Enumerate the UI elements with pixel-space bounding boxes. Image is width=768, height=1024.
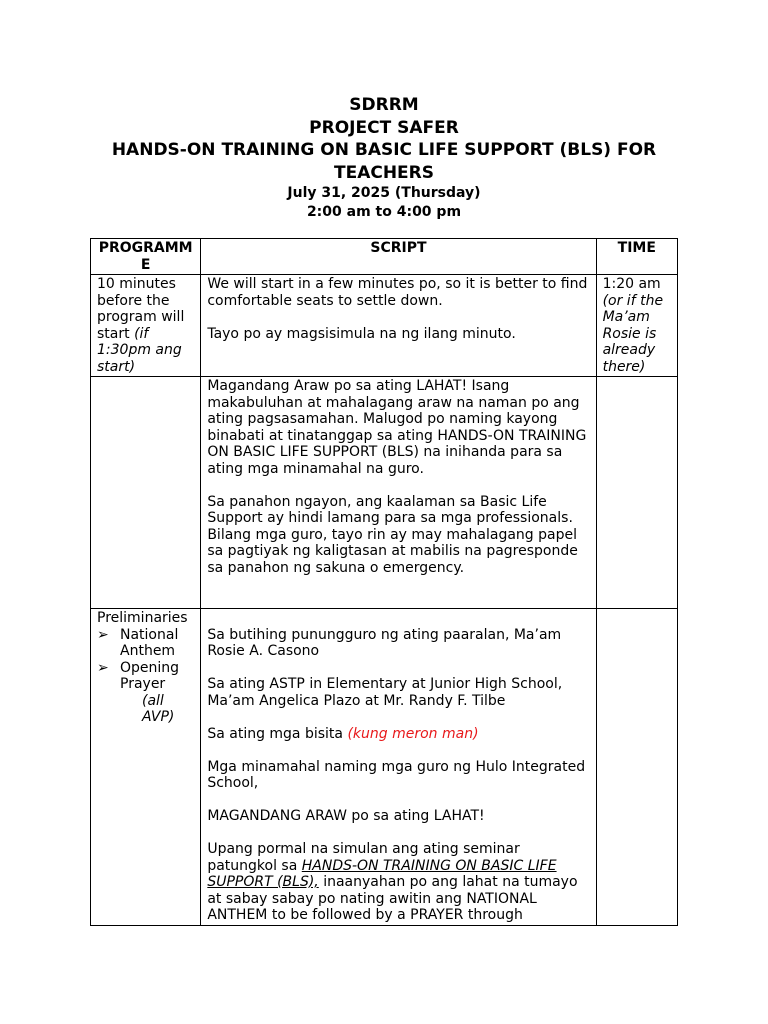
row1-time-text: 1:20 am	[602, 276, 661, 292]
row3-script-p3	[207, 726, 589, 743]
arrow-bullet-icon: ➢	[97, 626, 109, 643]
arrow-bullet-icon: ➢	[97, 659, 109, 676]
document-header	[0, 94, 768, 222]
row1-programme	[91, 275, 201, 377]
row2-programme	[91, 377, 201, 609]
row2-time	[596, 377, 677, 609]
table-row	[91, 275, 678, 377]
row3-script	[201, 609, 596, 926]
row1-script-p1: We will start in a few minutes po, so it is better to find comfortable seats to settle down.	[207, 276, 588, 309]
event-date: July 31, 2025 (Thursday)	[287, 185, 481, 201]
row3-script-p6	[207, 841, 589, 924]
row3-time	[596, 609, 677, 926]
row1-time-note: (or if the Ma’am Rosie is already there)	[602, 292, 664, 375]
row3-script-p5: MAGANDANG ARAW po sa ating LAHAT!	[207, 808, 485, 824]
row3-script-p6-underlined: HANDS-ON TRAINING ON BASIC LIFE SUPPORT (BLS),	[207, 857, 557, 890]
column-header-programme: PROGRAMME	[91, 239, 201, 275]
row1-programme-note: (if 1:30pm ang start)	[97, 325, 182, 375]
preliminaries-list	[97, 627, 194, 693]
title-training: HANDS-ON TRAINING ON BASIC LIFE SUPPORT (BLS) FOR TEACHERS	[111, 140, 657, 183]
row3-programme	[91, 609, 201, 926]
list-item	[97, 627, 194, 660]
row3-script-p3-text: Sa ating mga bisita	[207, 725, 348, 742]
title-project-safer: PROJECT SAFER	[309, 117, 459, 138]
row3-script-p6-b: inaanyahan po ang lahat na tumayo at sabay sabay po nating awitin ang NATIONAL ANTHEM to be followed by a PRAYER through	[207, 874, 578, 923]
table-header-row	[91, 239, 678, 275]
row3-script-p4: Mga minamahal naming mga guro ng Hulo Integrated School,	[207, 758, 586, 791]
row2-script-p1: Magandang Araw po sa ating LAHAT! Isang makabuluhan at mahalagang araw na naman po ang ating pagsasamahan. Malugod po naming kayong binabati at tinatanggap sa ating HANDS-ON TRAINING ON BASIC LIFE SUPPORT (BLS) na inihanda para sa ating mga minamahal na guro.	[207, 378, 587, 477]
row2-script-p2: Sa panahon ngayon, ang kaalaman sa Basic Life Support ay hindi lamang para sa mga professionals. Bilang mga guro, tayo rin ay may mahalagang papel sa pagtiyak ng kaligtasan at mabilis na pagresponde sa panahon ng sakuna o emergency.	[207, 493, 578, 576]
event-time: 2:00 am to 4:00 pm	[306, 204, 462, 220]
bullet-opening-prayer: Opening Prayer	[120, 659, 180, 692]
row1-script-p2: Tayo po ay magsisimula na ng ilang minuto.	[207, 325, 516, 342]
row2-script	[201, 377, 596, 609]
row1-script	[201, 275, 596, 377]
row3-programme-title: Preliminaries	[97, 610, 188, 626]
column-header-script: SCRIPT	[201, 239, 596, 275]
column-header-time: TIME	[596, 239, 677, 275]
row1-time	[596, 275, 677, 377]
table-row	[91, 377, 678, 609]
title-sdrrm: SDRRM	[349, 95, 419, 115]
row1-programme-text: 10 minutes before the program will start	[97, 276, 185, 342]
row3-script-p2: Sa ating ASTP in Elementary at Junior High School, Ma’am Angelica Plazo at Mr. Randy F. Tilbe	[207, 676, 563, 709]
row3-script-p6-a: Upang pormal na simulan ang ating seminar patungkol sa	[207, 841, 520, 874]
bullet-national-anthem: National Anthem	[120, 626, 179, 659]
row3-script-p1: Sa butihing punungguro ng ating paaralan, Ma’am Rosie A. Casono	[207, 626, 562, 659]
program-script-table	[90, 238, 678, 926]
table-row	[91, 609, 678, 926]
list-item	[97, 660, 194, 693]
row3-script-p3-note: (kung meron man)	[347, 725, 479, 742]
row3-programme-note: (all AVP)	[142, 692, 175, 725]
